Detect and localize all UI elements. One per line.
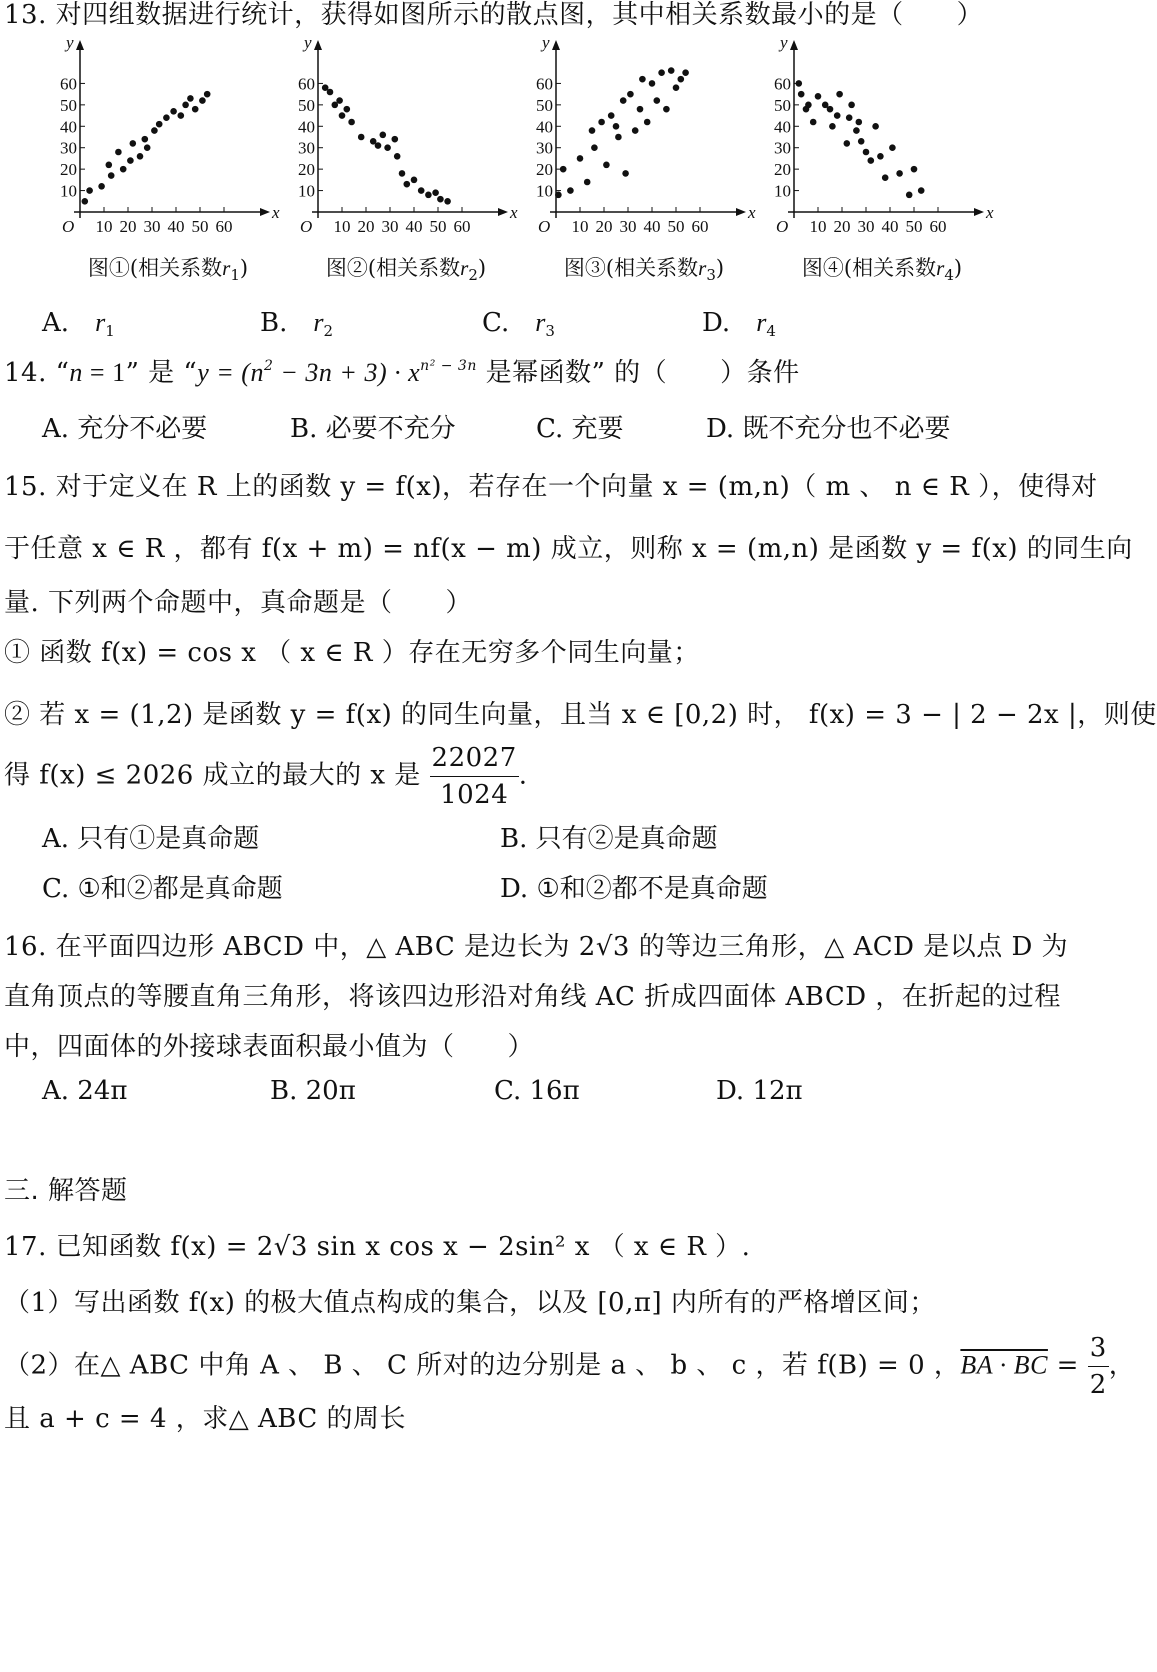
x-tick-label: 40 [881,217,899,236]
q15-line-2: 于任意 x ∈ R ，都有 f(x + m) = nf(x − m) 成立，则称 x = (m,n) 是函数 y = f(x) 的同生向 [4,534,1133,564]
data-point [827,106,834,113]
x-tick-label: 30 [857,217,875,236]
data-point [127,157,134,164]
q17-part-2 [4,1330,1135,1403]
q15-line-1: 15. 对于定义在 R 上的函数 y = f(x)，若存在一个向量 x = (m,n)（ m 、 n ∈ R ），使得对 [4,472,1098,502]
option-sub: 3 [545,322,555,340]
data-point [380,132,387,139]
x-tick-label: 50 [905,217,923,236]
x-axis-label: x [986,203,994,222]
data-point [344,106,351,113]
y-axis-label: y [66,33,74,52]
data-point [673,84,680,91]
caption-r-4: r [936,256,945,280]
option-sub: 1 [105,322,115,340]
data-point [815,93,822,100]
q15-line-4: ① 函数 f(x) = cos x （ x ∈ R ）存在无穷多个同生向量； [4,638,700,668]
q14-option-d[interactable]: D. 既不充分也不必要 [706,414,951,444]
caption-r-sub-2: 2 [468,266,478,284]
q15-option-b[interactable]: B. 只有②是真命题 [500,824,718,854]
y-tick-label: 30 [298,138,315,158]
y-axis-label: y [542,33,550,52]
data-point [327,89,334,96]
caption-r-1: r [222,256,231,280]
y-tick-label: 20 [536,160,553,180]
data-point [906,192,913,199]
y-axis-label: y [780,33,788,52]
data-point [613,123,620,130]
data-point [567,187,574,194]
caption-r-sub-1: 1 [230,266,240,284]
q13-stem: 13. 对四组数据进行统计，获得如图所示的散点图，其中相关系数最小的是（ ） [4,0,984,30]
y-tick-label: 20 [298,160,315,180]
q14-stem [4,352,800,389]
data-point [156,121,163,128]
data-point [358,134,365,141]
data-point [882,174,889,181]
x-tick-label: 10 [571,217,589,236]
option-label: B. [260,308,288,338]
option-symbol: r [95,308,106,337]
data-point [805,102,812,109]
caption-text-4: 图④(相关系数 [801,256,937,280]
section-title: 三. 解答题 [4,1176,128,1206]
q13-option-d[interactable] [702,302,776,340]
caption-text-1: 图①(相关系数 [87,256,223,280]
q14-part: 是幂函数” 的（ ）条件 [476,358,800,388]
data-point [437,196,444,203]
data-point [663,106,670,113]
data-point [829,123,836,130]
q13-option-b[interactable] [260,302,333,340]
y-tick-label: 20 [774,160,791,180]
data-point [836,91,843,98]
data-point [682,69,689,76]
y-tick-label: 60 [536,74,553,94]
q16-line-1: 16. 在平面四边形 ABCD 中，△ ABC 是边长为 2√3 的等边三角形，△ ACD 是以点 D 为 [4,932,1069,962]
caption-r-3: r [698,256,707,280]
x-tick-label: 30 [143,217,161,236]
data-point [632,127,639,134]
data-point [144,144,151,151]
y-tick-label: 50 [536,95,553,115]
data-point [911,166,918,173]
q16-option-c[interactable]: C. 16π [494,1076,580,1106]
x-tick-label: 40 [405,217,423,236]
origin-label: O [300,217,313,236]
q17-comma: ， [1108,1350,1136,1381]
scatter-plot-2 [286,33,526,250]
data-point [658,69,665,76]
x-axis-arrow [736,208,746,216]
y-tick-label: 10 [60,181,77,201]
data-point [853,127,860,134]
data-point [142,136,149,143]
q16-option-b[interactable]: B. 20π [270,1076,356,1106]
x-tick-label: 50 [429,217,447,236]
data-point [649,80,656,87]
fraction-denominator: 2 [1089,1370,1107,1400]
y-tick-label: 40 [60,117,77,137]
q14-expr: y = (n [197,358,264,387]
data-point [137,153,144,160]
x-axis-label: x [510,203,518,222]
data-point [591,144,598,151]
x-tick-label: 60 [691,217,709,236]
data-point [639,76,646,83]
data-point [889,144,896,151]
q14-part: ” 是 “ [125,358,198,388]
y-axis-arrow [76,40,84,50]
option-sub: 2 [323,322,334,340]
chart-1-caption: 图①(相关系数$r_1$) [87,256,249,284]
fraction-denominator: 1024 [440,780,509,810]
data-point [432,189,439,196]
data-point [877,153,884,160]
caption-text-3: 图③(相关系数 [563,256,699,280]
chart-4 [762,33,1002,290]
data-point [163,114,170,121]
data-point [918,187,925,194]
q14-expr: − 3n + 3) · x [273,358,421,387]
data-point [644,119,651,126]
data-point [82,198,89,205]
y-tick-label: 50 [298,95,315,115]
x-tick-label: 50 [191,217,209,236]
data-point [130,140,137,147]
x-tick-label: 10 [333,217,351,236]
data-point [615,134,622,141]
data-point [584,179,591,186]
caption-text-2: 图②(相关系数 [325,256,461,280]
q16-line-3: 中，四面体的外接球表面积最小值为（ ） [4,1032,535,1062]
q17-vector-product: BA · BC [960,1350,1048,1380]
data-point [348,119,355,126]
y-tick-label: 50 [60,95,77,115]
q16-option-a[interactable]: A. 24π [42,1076,128,1106]
q15-period: . [518,760,528,791]
data-point [896,170,903,177]
data-point [668,67,675,74]
y-tick-label: 40 [536,117,553,137]
q17-part-3: 且 a + c = 4 ，求△ ABC 的周长 [4,1404,407,1434]
x-axis-arrow [260,208,270,216]
x-tick-label: 20 [833,217,851,236]
q15-line-6 [4,740,528,813]
x-tick-label: 60 [453,217,471,236]
data-point [868,157,875,164]
option-symbol: r [756,308,767,337]
fraction-numerator: 3 [1088,1330,1109,1367]
fraction-numerator: 22027 [430,740,519,777]
data-point [846,114,853,121]
data-point [678,76,685,83]
y-tick-label: 30 [60,138,77,158]
origin-label: O [62,217,75,236]
data-point [654,97,661,104]
chart-4-caption: 图④(相关系数$r_4$) [801,256,963,284]
x-tick-label: 50 [667,217,685,236]
q17-equals: = [1047,1350,1088,1381]
y-tick-label: 60 [774,74,791,94]
data-point [798,91,805,98]
y-tick-label: 50 [774,95,791,115]
data-point [106,162,113,169]
y-tick-label: 10 [536,181,553,201]
data-point [384,144,391,151]
q15-fraction [430,740,519,813]
x-axis-arrow [498,208,508,216]
option-label: A. [42,308,70,338]
option-label: C. [482,308,510,338]
data-point [627,91,634,98]
option-sub: 4 [766,322,776,340]
q14-option-c[interactable]: C. 充要 [536,414,624,444]
data-point [170,108,177,115]
x-axis-label: x [272,203,280,222]
y-tick-label: 10 [774,181,791,201]
q17-fraction [1088,1330,1109,1403]
q13-option-c[interactable] [482,302,555,340]
scatter-plot-4 [762,33,1002,250]
x-tick-label: 40 [167,217,185,236]
q15-option-c[interactable]: C. ①和②都是真命题 [42,874,283,904]
scatter-plot-1 [48,33,288,250]
x-tick-label: 10 [809,217,827,236]
y-axis-arrow [552,40,560,50]
data-point [178,112,185,119]
data-point [182,102,189,109]
data-point [399,170,406,177]
chart-2 [286,33,526,290]
q17-part-1: （1）写出函数 f(x) 的极大值点构成的集合，以及 [0,π] 内所有的严格增区间； [4,1288,936,1318]
q14-part: 14. “ [4,358,70,388]
chart-2-caption: 图②(相关系数$r_2$) [325,256,487,284]
scatter-plot-3 [524,33,764,250]
data-point [204,91,211,98]
data-point [192,106,199,113]
data-point [115,149,122,156]
x-tick-label: 20 [119,217,137,236]
x-tick-label: 30 [381,217,399,236]
data-point [339,112,346,119]
data-point [620,97,627,104]
option-symbol: r [313,308,324,337]
data-point [622,170,629,177]
x-axis-label: x [748,203,756,222]
q13-option-a[interactable] [42,302,115,340]
data-point [444,198,451,205]
data-point [560,166,567,173]
q15-option-d[interactable]: D. ①和②都不是真命题 [500,874,768,904]
q14-cond-rest: = 1 [82,358,126,387]
data-point [577,155,584,162]
y-tick-label: 40 [298,117,315,137]
data-point [392,136,399,143]
data-point [394,153,401,160]
y-tick-label: 20 [60,160,77,180]
chart-3 [524,33,764,290]
x-tick-label: 40 [643,217,661,236]
y-axis-arrow [790,40,798,50]
data-point [411,177,418,184]
q15-text: 得 f(x) ≤ 2026 成立的最大的 x 是 [4,760,421,791]
q16-option-d[interactable]: D. 12π [716,1076,803,1106]
data-point [872,123,879,130]
data-point [810,119,817,126]
y-tick-label: 40 [774,117,791,137]
data-point [375,142,382,149]
data-point [637,106,644,113]
scatter-charts [48,33,1048,290]
x-tick-label: 10 [95,217,113,236]
q17-line-1: 17. 已知函数 f(x) = 2√3 sin x cos x − 2sin² x （ x ∈ R ）. [4,1232,751,1262]
data-point [598,119,605,126]
q16-line-2: 直角顶点的等腰直角三角形，将该四边形沿对角线 AC 折成四面体 ABCD ，在折起的过程 [4,982,1061,1012]
q14-cond: n [69,358,83,387]
data-point [856,119,863,126]
caption-r-sub-3: 3 [706,266,716,284]
data-point [589,127,596,134]
data-point [418,187,425,194]
data-point [858,138,865,145]
q15-line-3: 量. 下列两个命题中，真命题是（ ） [4,588,473,618]
data-point [108,172,115,179]
q14-sup: n² − 3n [420,358,477,374]
chart-1 [48,33,288,290]
data-point [603,162,610,169]
option-label: D. [702,308,731,338]
data-point [844,140,851,147]
x-tick-label: 60 [215,217,233,236]
data-point [86,187,93,194]
y-tick-label: 60 [60,74,77,94]
y-axis-arrow [314,40,322,50]
caption-r-sub-4: 4 [944,266,954,284]
data-point [796,80,803,87]
data-point [608,112,615,119]
y-tick-label: 30 [536,138,553,158]
x-tick-label: 20 [357,217,375,236]
q14-sup: 2 [263,358,274,374]
x-axis-arrow [974,208,984,216]
data-point [98,183,105,190]
data-point [425,192,432,199]
origin-label: O [538,217,551,236]
caption-r-2: r [460,256,469,280]
data-point [120,166,127,173]
x-tick-label: 30 [619,217,637,236]
y-tick-label: 30 [774,138,791,158]
data-point [151,127,158,134]
x-tick-label: 60 [929,217,947,236]
q17-text: （2）在△ ABC 中角 A 、 B 、 C 所对的边分别是 a 、 b 、 c ，若 f(B) = 0 ， [4,1350,961,1381]
y-tick-label: 10 [298,181,315,201]
data-point [336,97,343,104]
option-symbol: r [535,308,546,337]
q14-option-b[interactable]: B. 必要不充分 [290,414,456,444]
origin-label: O [776,217,789,236]
data-point [555,192,562,199]
data-point [834,112,841,119]
data-point [187,95,194,102]
y-tick-label: 60 [298,74,315,94]
y-axis-label: y [304,33,312,52]
data-point [199,97,206,104]
x-tick-label: 20 [595,217,613,236]
q15-line-5: ② 若 x = (1,2) 是函数 y = f(x) 的同生向量，且当 x ∈ [0,2) 时， f(x) = 3 − | 2 − 2x |，则使 [4,700,1157,730]
data-point [848,102,855,109]
q14-option-a[interactable]: A. 充分不必要 [42,414,208,444]
chart-3-caption: 图③(相关系数$r_3$) [563,256,725,284]
q15-option-a[interactable]: A. 只有①是真命题 [42,824,260,854]
data-point [404,181,411,188]
data-point [863,149,870,156]
